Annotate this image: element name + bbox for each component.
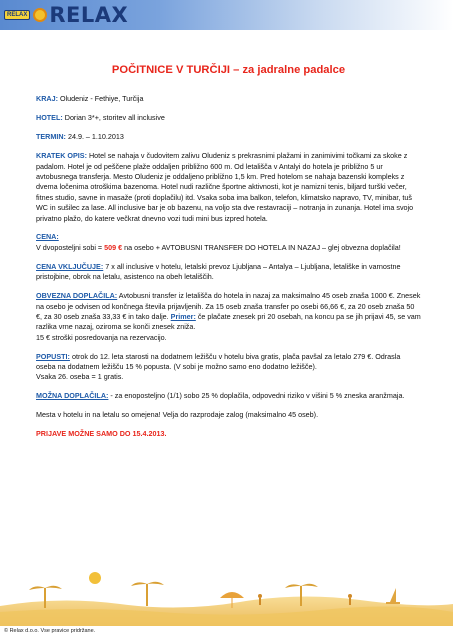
- mozna-text: - za enoposteljno (1/1) sobo 25 % doplačila, odpovedni riziko v višini 5 % zneska aranžmaja.: [108, 391, 405, 401]
- popusti-label: POPUSTI:: [36, 351, 70, 361]
- page-title: POČITNICE V TURČIJI – za jadralne padalce: [111, 64, 346, 76]
- hotel-line: [36, 113, 421, 123]
- doplacila-text1: Avtobusni transfer iz letališča do hotela in nazaj za maksimalno 45 oseb znaša 1000 €. Znesek na osebo je odvisen od končnega števila prijavljenih. Za 15 oseb znaša transfer po osebi 66,66 €, za 20 oseb znaša 50 €, za 30 oseb znaša 33,33 € in tako dalje.: [36, 291, 421, 321]
- registration-deadline: PRIJAVE MOŽNE SAMO DO 15.4.2013.: [36, 429, 167, 439]
- vkljucuje-label: CENA VKLJUČUJE:: [36, 261, 104, 271]
- availability-note: Mesta v hotelu in na letalu so omejena! Velja do razprodaje zalog (maksimalno 45 oseb).: [36, 410, 319, 420]
- page-header: [0, 0, 453, 30]
- sun-icon: [89, 572, 101, 584]
- primer-label: Primer:: [170, 311, 196, 321]
- cena-label: CENA:: [36, 232, 59, 242]
- palm-tree-icon: [131, 582, 164, 606]
- mozna-label: MOŽNA DOPLAČILA:: [36, 391, 109, 401]
- description-paragraph: [36, 151, 421, 224]
- includes-paragraph: [36, 262, 421, 283]
- kraj-value: Oludeniz - Fethiye, Turčija: [57, 94, 144, 104]
- relax-logo: [4, 3, 128, 27]
- termin-line: [36, 132, 421, 142]
- doplacila-text2: če plačate znesek pri 20 osebah, na koncu pa se jih prijavi 45, se vam razlika vrne nazaj, oziroma se konči znesek zniža.: [36, 311, 421, 332]
- discounts-paragraph: [36, 352, 421, 383]
- opis-label: KRATEK OPIS:: [36, 151, 87, 161]
- opis-text: Hotel se nahaja v čudovitem zalivu Oludeniz s prekrasnimi plažami in zanimivimi točkami za skoke z padalom. Hotel je od peščene plaže oddaljen približno 600 m. Od letališča v Antalyi do hotela je približno 5 ur avtobusnega transferja. Mesto Oludeniz je oddaljeno približno 1,5 km. Pred hotelom se nahaja bazenski kompleks z dvema ločenima otroškima bazenoma. Hotel nudi različne športne aktivnosti, kot je namizni tenis, biljard turški večer, fitnes studio, savne in masaže (proti doplačilu) itd. Vsaka soba ima balkon, telefon, klimatsko napravo, TV, minibar, tuš WC in sušilec za lase. All inclusive bar je ob bazenu, na voljo sta dve restavraciji – notranja in zunanja. Hotel ima svojo privatno plažo, do katere večkrat dnevno vozi tudi mini bus izpred hotela.: [36, 151, 414, 223]
- hotel-label: HOTEL:: [36, 113, 63, 123]
- copyright-text: © Relax d.o.o. Vse pravice pridržane.: [4, 628, 96, 634]
- cena-price: 509 €: [104, 242, 123, 252]
- popusti-text2: Vsaka 26. oseba = 1 gratis.: [36, 372, 124, 382]
- sun-icon: [33, 8, 47, 22]
- doplacila-text3: 15 € stroški posredovanja na rezervacijo.: [36, 332, 167, 342]
- hotel-value: Dorian 3*+, storitev all inclusive: [62, 113, 165, 123]
- kraj-line: [36, 94, 421, 104]
- optional-fees-paragraph: [36, 391, 421, 401]
- sailboat-icon: [386, 588, 400, 604]
- kraj-label: KRAJ:: [36, 94, 58, 104]
- cena-pre: V dvoposteljni sobi =: [36, 242, 105, 252]
- beach-illustration: [0, 566, 453, 626]
- popusti-text1: otrok do 12. leta starosti na dodatnem ležišču v hotelu biva gratis, plača pavšal za letalo 279 €. Odrasla oseba na dodatnem ležišču 15 % popusta. (V sobi je možno samo eno dodatno ležišče).: [36, 351, 401, 372]
- mandatory-fees-paragraph: [36, 291, 421, 343]
- document-body: [36, 48, 421, 448]
- doplacila-label: OBVEZNA DOPLAČILA:: [36, 291, 118, 301]
- main-logo: [33, 3, 128, 27]
- cena-post: na osebo + AVTOBUSNI TRANSFER DO HOTELA IN NAZAJ – glej obvezna doplačila!: [122, 242, 401, 252]
- termin-value: 24.9. – 1.10.2013: [65, 132, 124, 142]
- price-paragraph: [36, 232, 421, 253]
- small-logo-badge: RELAX: [4, 10, 30, 20]
- logo-text: RELAX: [49, 3, 129, 27]
- vkljucuje-text: 7 x all inclusive v hotelu, letalski prevoz Ljubljana – Antalya – Ljubljana, letališke in varnostne pristojbine, obrok na letalu, asistenco na obeh letališčih.: [36, 261, 401, 282]
- termin-label: TERMIN:: [36, 132, 66, 142]
